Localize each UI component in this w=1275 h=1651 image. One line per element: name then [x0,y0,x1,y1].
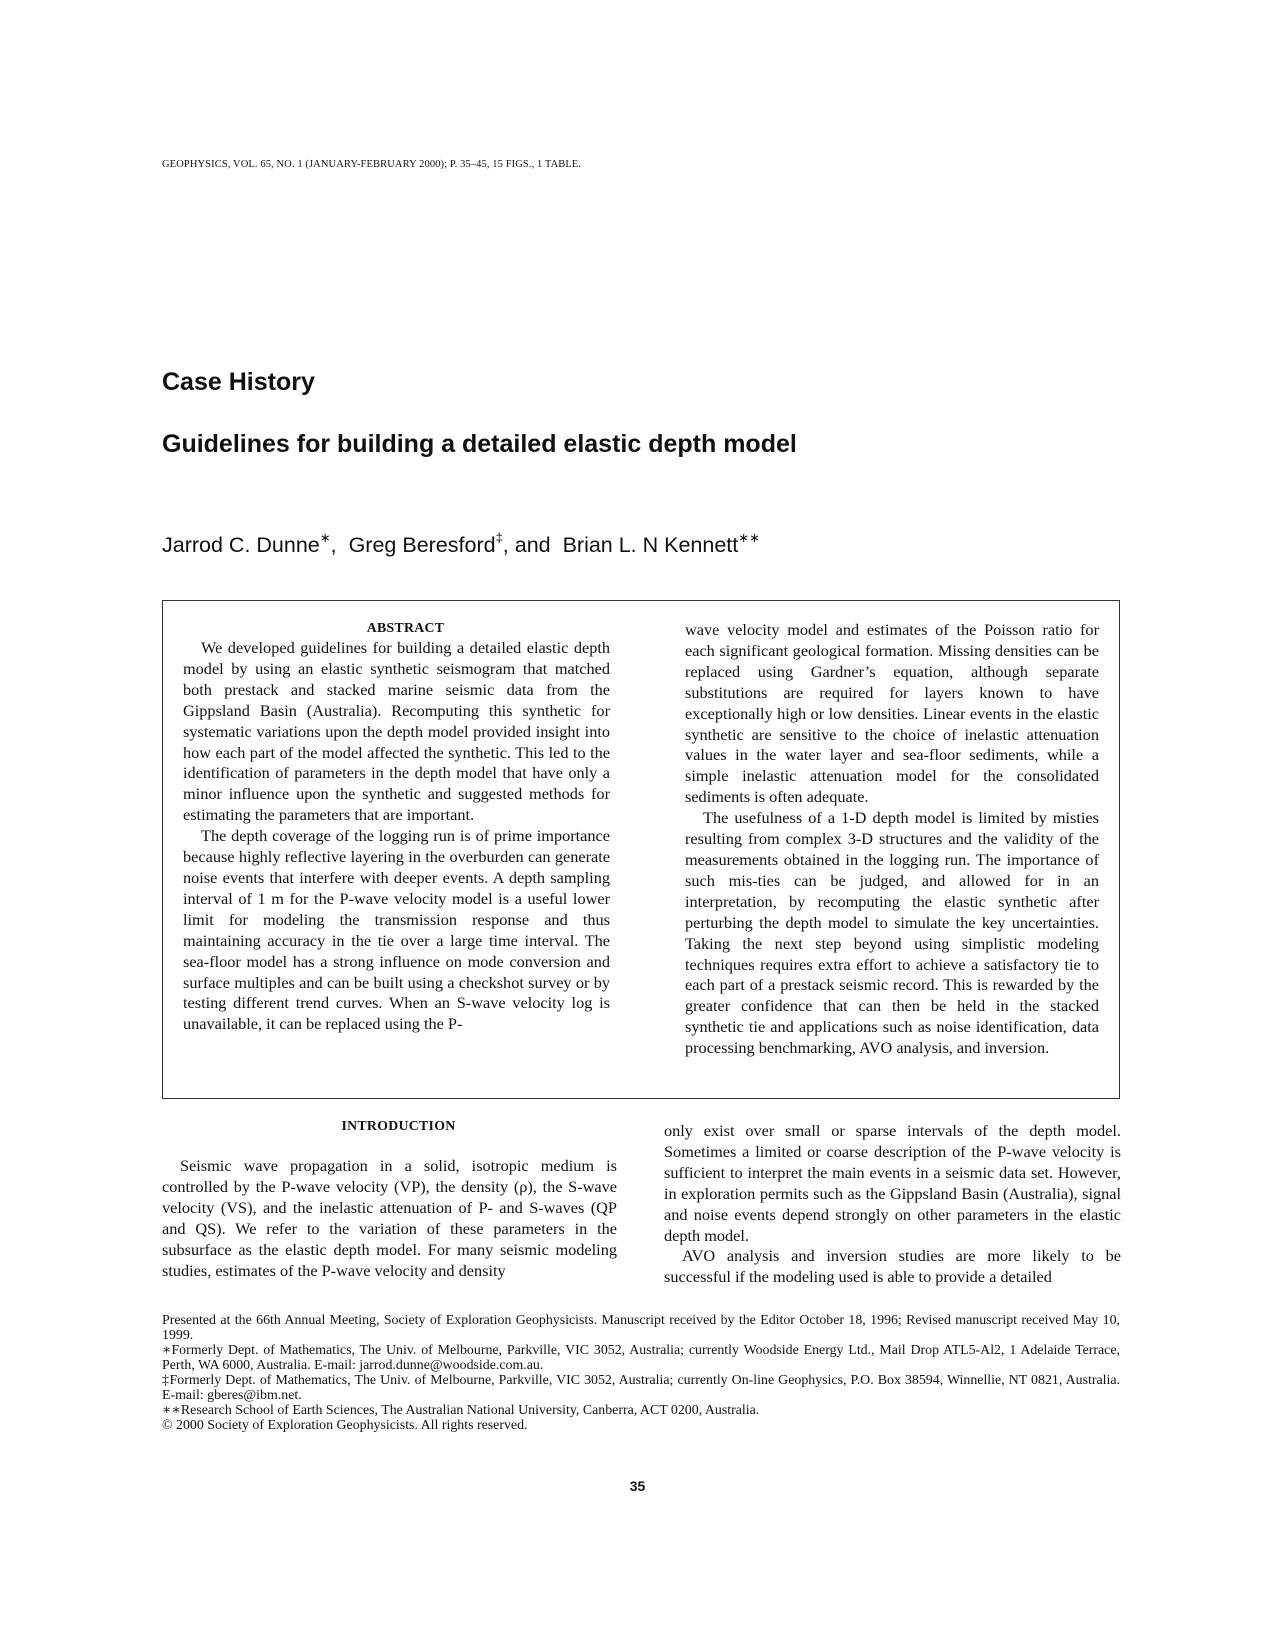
introduction-paragraph: only exist over small or sparse intervals of the depth model. Sometimes a limited or coarse description of the P-wave velocity is sufficient to interpret the main events in a seismic data set. However, in exploration permits such as the Gippsland Basin (Australia), signal and noise events depend strongly on other parameters in the elastic depth model. [664,1121,1121,1245]
footnotes [162,1313,1120,1433]
footnote: © 2000 Society of Exploration Geophysicists. All rights reserved. [162,1418,528,1433]
author-mark: ‡ [495,530,503,545]
footnote: ∗∗Research School of Earth Sciences, The Australian National University, Canberra, ACT 0200, Australia. [162,1403,760,1418]
introduction-heading: INTRODUCTION [341,1118,456,1133]
author-mark: ∗∗ [738,530,761,545]
section-label: Case History [162,368,315,396]
introduction-paragraph: Seismic wave propagation in a solid, isotropic medium is controlled by the P-wave velocity (VP), the density (ρ), the S-wave velocity (VS), and the inelastic attenuation of P- and S-waves (QP and QS). We refer to the variation of these parameters in the subsurface as the elastic depth model. For many seismic modeling studies, estimates of the P-wave velocity and density [162,1156,617,1280]
author-name: Jarrod C. Dunne [162,533,320,557]
journal-citation: GEOPHYSICS, VOL. 65, NO. 1 (JANUARY-FEBRUARY 2000); P. 35–45, 15 FIGS., 1 TABLE. [162,159,582,170]
paper-title: Guidelines for building a detailed elastic depth model [162,430,797,458]
author-separator: , and [502,533,563,557]
abstract-right-column [685,620,1099,1059]
introduction-right-column [664,1121,1121,1288]
abstract-paragraph: We developed guidelines for building a detailed elastic depth model by using an elastic synthetic seismogram that matched both prestack and stacked marine seismic data from the Gippsland Basin (Australia). Recomputing this synthetic for systematic variations upon the depth model provided insight into how each part of the model affected the synthetic. This led to the identification of parameters in the depth model that have only a minor influence upon the synthetic and suggested methods for estimating the parameters that are important. [183,638,610,825]
abstract-paragraph: wave velocity model and estimates of the Poisson ratio for each significant geological formation. Missing densities can be replaced using Gardner’s equation, although separate substitutions are required for layers known to have exceptionally high or low densities. Linear events in the elastic synthetic are sensitive to the choice of inelastic attenuation values in the water layer and sea-floor sediments, while a simple inelastic attenuation model for the consolidated sediments is often adequate. [685,620,1099,807]
footnote: ‡Formerly Dept. of Mathematics, The Univ. of Melbourne, Parkville, VIC 3052, Australia; currently On-line Geophysics, P.O. Box 38594, Winnellie, NT 0821, Australia. E-mail: gberes@ibm.net. [162,1373,1120,1403]
abstract-paragraph: The depth coverage of the logging run is of prime importance because highly reflective layering in the overburden can generate noise events that interfere with deeper events. A depth sampling interval of 1 m for the P-wave velocity model is a useful lower limit for modeling the transmission response and thus maintaining accuracy in the tie over a large time interval. The sea-floor model has a strong influence on mode conversion and surface multiples and can be built using a checkshot survey or by testing different trend curves. When an S-wave velocity log is unavailable, it can be replaced using the P- [183,826,610,1034]
abstract-left-column [183,618,610,1035]
abstract-box [162,600,1120,1099]
abstract-heading: ABSTRACT [366,620,445,635]
author-list [162,530,761,558]
author-separator: , [330,533,349,557]
author-mark: ∗ [319,530,331,545]
footnote: Presented at the 66th Annual Meeting, Society of Exploration Geophysicists. Manuscript received by the Editor October 18, 1996; Revised manuscript received May 10, 1999. [162,1313,1120,1343]
author-name: Brian L. N Kennett [562,533,739,557]
page-number: 35 [629,1478,646,1494]
author-name: Greg Beresford [348,533,496,557]
introduction-paragraph: AVO analysis and inversion studies are more likely to be successful if the modeling used is able to provide a detailed [664,1246,1121,1287]
introduction-left-column [162,1116,617,1281]
footnote: ∗Formerly Dept. of Mathematics, The Univ. of Melbourne, Parkville, VIC 3052, Australia; currently Woodside Energy Ltd., Mail Drop ATL5-Al2, 1 Adelaide Terrace, Perth, WA 6000, Australia. E-mail: jarrod.dunne@woodside.com.au. [162,1343,1120,1373]
abstract-paragraph: The usefulness of a 1-D depth model is limited by misties resulting from complex 3-D structures and the validity of the measurements obtained in the logging run. The importance of such mis-ties can be judged, and allowed for in an interpretation, by recomputing the elastic synthetic after perturbing the depth model to simulate the key uncertainties. Taking the next step beyond using simplistic modeling techniques requires extra effort to achieve a satisfactory tie to each part of a prestack seismic record. This is rewarded by the greater confidence that can then be held in the stacked synthetic tie and applications such as noise identification, data processing benchmarking, AVO analysis, and inversion. [685,808,1099,1058]
